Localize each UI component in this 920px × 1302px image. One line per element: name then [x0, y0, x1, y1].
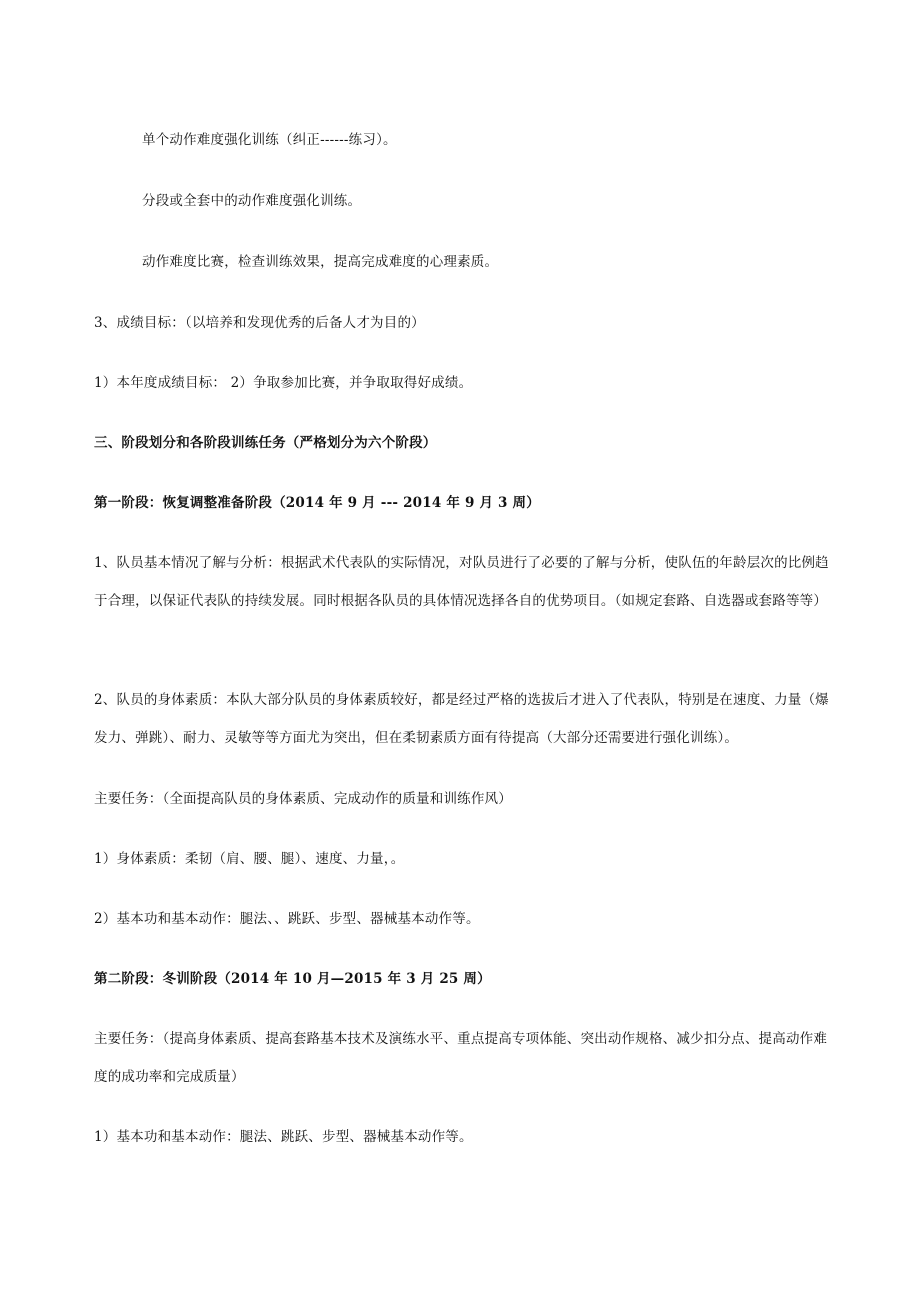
paragraph-physical-quality: 2、队员的身体素质：本队大部分队员的身体素质较好，都是经过严格的选拔后才进入了代表队，特别是在速度、力量（爆发力、弹跳）、耐力、灵敏等等方面尤为突出，但在柔韧素质方面有待提高（大部分还需要进行强化训练）。	[94, 692, 829, 746]
stage-two-main-tasks: 主要任务：（提高身体素质、提高套路基本技术及演练水平、重点提高专项体能、突出动作规格、减少扣分点、提高动作难度的成功率和完成质量）	[94, 1031, 828, 1085]
paragraph-annual-goal: 1）本年度成绩目标： 2）争取参加比赛，并争取取得好成绩。	[94, 375, 473, 391]
paragraph-difficulty-single: 单个动作难度强化训练（纠正------练习）。	[142, 132, 397, 148]
stage-one-task-physical: 1）身体素质：柔韧（肩、腰、腿）、速度、力量，。	[94, 851, 405, 867]
stage-one-main-tasks: 主要任务：（全面提高队员的身体素质、完成动作的质量和训练作风）	[94, 791, 512, 807]
paragraph-difficulty-segment: 分段或全套中的动作难度强化训练。	[142, 193, 362, 209]
stage-one-heading: 第一阶段：恢复调整准备阶段（2014 年 9 月 --- 2014 年 9 月 3 周）	[94, 495, 540, 511]
stage-two-task-basic-skills: 1）基本功和基本动作：腿法、跳跃、步型、器械基本动作等。	[94, 1129, 473, 1145]
paragraph-difficulty-competition: 动作难度比赛，检查训练效果，提高完成难度的心理素质。	[142, 254, 499, 270]
stage-one-task-basic-skills: 2）基本功和基本动作：腿法、、跳跃、步型、器械基本动作等。	[94, 911, 480, 927]
stage-two-heading: 第二阶段：冬训阶段（2014 年 10 月—2015 年 3 月 25 周）	[94, 971, 491, 987]
section-score-goal: 3、成绩目标：（以培养和发现优秀的后备人才为目的）	[94, 315, 425, 331]
paragraph-team-analysis: 1、队员基本情况了解与分析：根据武术代表队的实际情况，对队员进行了必要的了解与分析，使队伍的年龄层次的比例趋于合理，以保证代表队的持续发展。同时根据各队员的具体情况选择各自的优势项目。（如规定套路、自选器或套路等等）	[94, 555, 829, 609]
section-stage-division-heading: 三、阶段划分和各阶段训练任务（严格划分为六个阶段）	[94, 435, 437, 451]
